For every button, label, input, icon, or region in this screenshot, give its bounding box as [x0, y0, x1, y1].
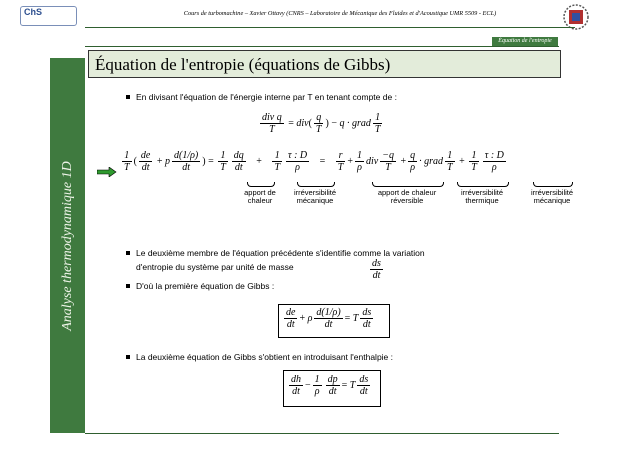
brace-irrev-meca-b — [533, 182, 573, 187]
label-apport-rev — [362, 189, 452, 205]
footer-divider — [85, 433, 559, 434]
course-header: Cours de turbomachine – Xavier Ottavy (CNRS – Laboratoire de Mécanique des Fluides et d'Acoustique UMR 5509 - ECL) — [183, 10, 497, 17]
bullet-marker — [126, 95, 130, 99]
ucbl-logo — [20, 6, 77, 26]
bullet-text: d'entropie du système par unité de masse — [136, 262, 294, 272]
label-line: irréversibilité — [460, 188, 504, 197]
bullet-1 — [126, 92, 397, 102]
bullet-2 — [126, 248, 425, 258]
equation-ds-dt: $\frac{ds}{dt}$ — [372, 258, 381, 281]
bullet-marker — [126, 355, 130, 359]
label-irrev-meca — [285, 189, 345, 205]
gibbs-equation-1: $\frac{de}{dt}$ + ρ $\frac{d(1/\rho)}{dt}$ = T $\frac{ds}{dt}$ — [286, 307, 372, 330]
label-line: irréversibilité — [293, 188, 337, 197]
bullet-marker — [126, 251, 130, 255]
label-line: chaleur — [247, 196, 273, 205]
label-line: irréversibilité — [530, 188, 574, 197]
brace-apport-rev — [372, 182, 444, 187]
bullet-text: La deuxième équation de Gibbs s'obtient en introduisant l'enthalpie : — [136, 352, 394, 362]
section-divider — [85, 46, 559, 47]
sidebar-label: Analyse thermodynamique 1D — [59, 160, 75, 331]
logo-left-text: ChS — [24, 7, 42, 17]
bullet-3 — [126, 281, 274, 291]
bullet-4 — [126, 352, 393, 362]
bullet-text: Le deuxième membre de l'équation précédente s'identifie comme la variation — [136, 248, 425, 258]
gibbs-equation-2: $\frac{dh}{dt}$ − $\frac{1}{\rho}$ $\frac{dp}{dt}$ = T $\frac{ds}{dt}$ — [291, 374, 369, 397]
bullet-text: En divisant l'équation de l'énergie interne par T en tenant compte de : — [136, 92, 397, 102]
label-line: réversible — [390, 196, 424, 205]
page-title: Équation de l'entropie (équations de Gibbs) — [95, 55, 391, 74]
section-label: Équation de l'entropie — [492, 37, 558, 46]
bullet-marker — [126, 284, 130, 288]
label-line: mécanique — [296, 196, 334, 205]
equation-entropy: $\frac{1}{T}$ ( $\frac{de}{dt}$ + p $\frac{d(1/\rho)}{dt}$ ) = $\frac{1}{T}$ $\frac{dq}{dt}$ + $\frac{1}{T}$ $\frac{\tau : D}{\rho}$ = $\frac{r}{T}$ + $\frac{1}{\rho}$ div $\frac{-q}{T}$ + $\frac{q}{\rho}$ · grad $\frac{1}{T}$ + $\frac{1}{T}$ $\frac{\tau : D}{\rho}$ — [124, 150, 504, 173]
bullet-2-cont — [136, 262, 294, 272]
bullet-text: D'où la première équation de Gibbs : — [136, 281, 275, 291]
label-line: apport de chaleur — [377, 188, 437, 197]
label-line: mécanique — [533, 196, 571, 205]
brace-irrev-meca — [297, 182, 335, 187]
label-apport-chaleur — [240, 189, 280, 205]
label-line: thermique — [465, 196, 499, 205]
label-irrev-therm — [452, 189, 512, 205]
arrow-right-icon — [97, 167, 117, 177]
label-irrev-meca-b — [522, 189, 582, 205]
brace-apport — [247, 182, 275, 187]
label-line: apport de — [244, 188, 276, 197]
equation-div-q: $\frac{\text{div q}}{T}$ = div( $\frac{q}{T}$ ) − q · grad $\frac{1}{T}$ — [262, 112, 381, 135]
header-divider — [85, 27, 575, 28]
sidebar — [50, 58, 85, 433]
brace-irrev-therm — [457, 182, 509, 187]
